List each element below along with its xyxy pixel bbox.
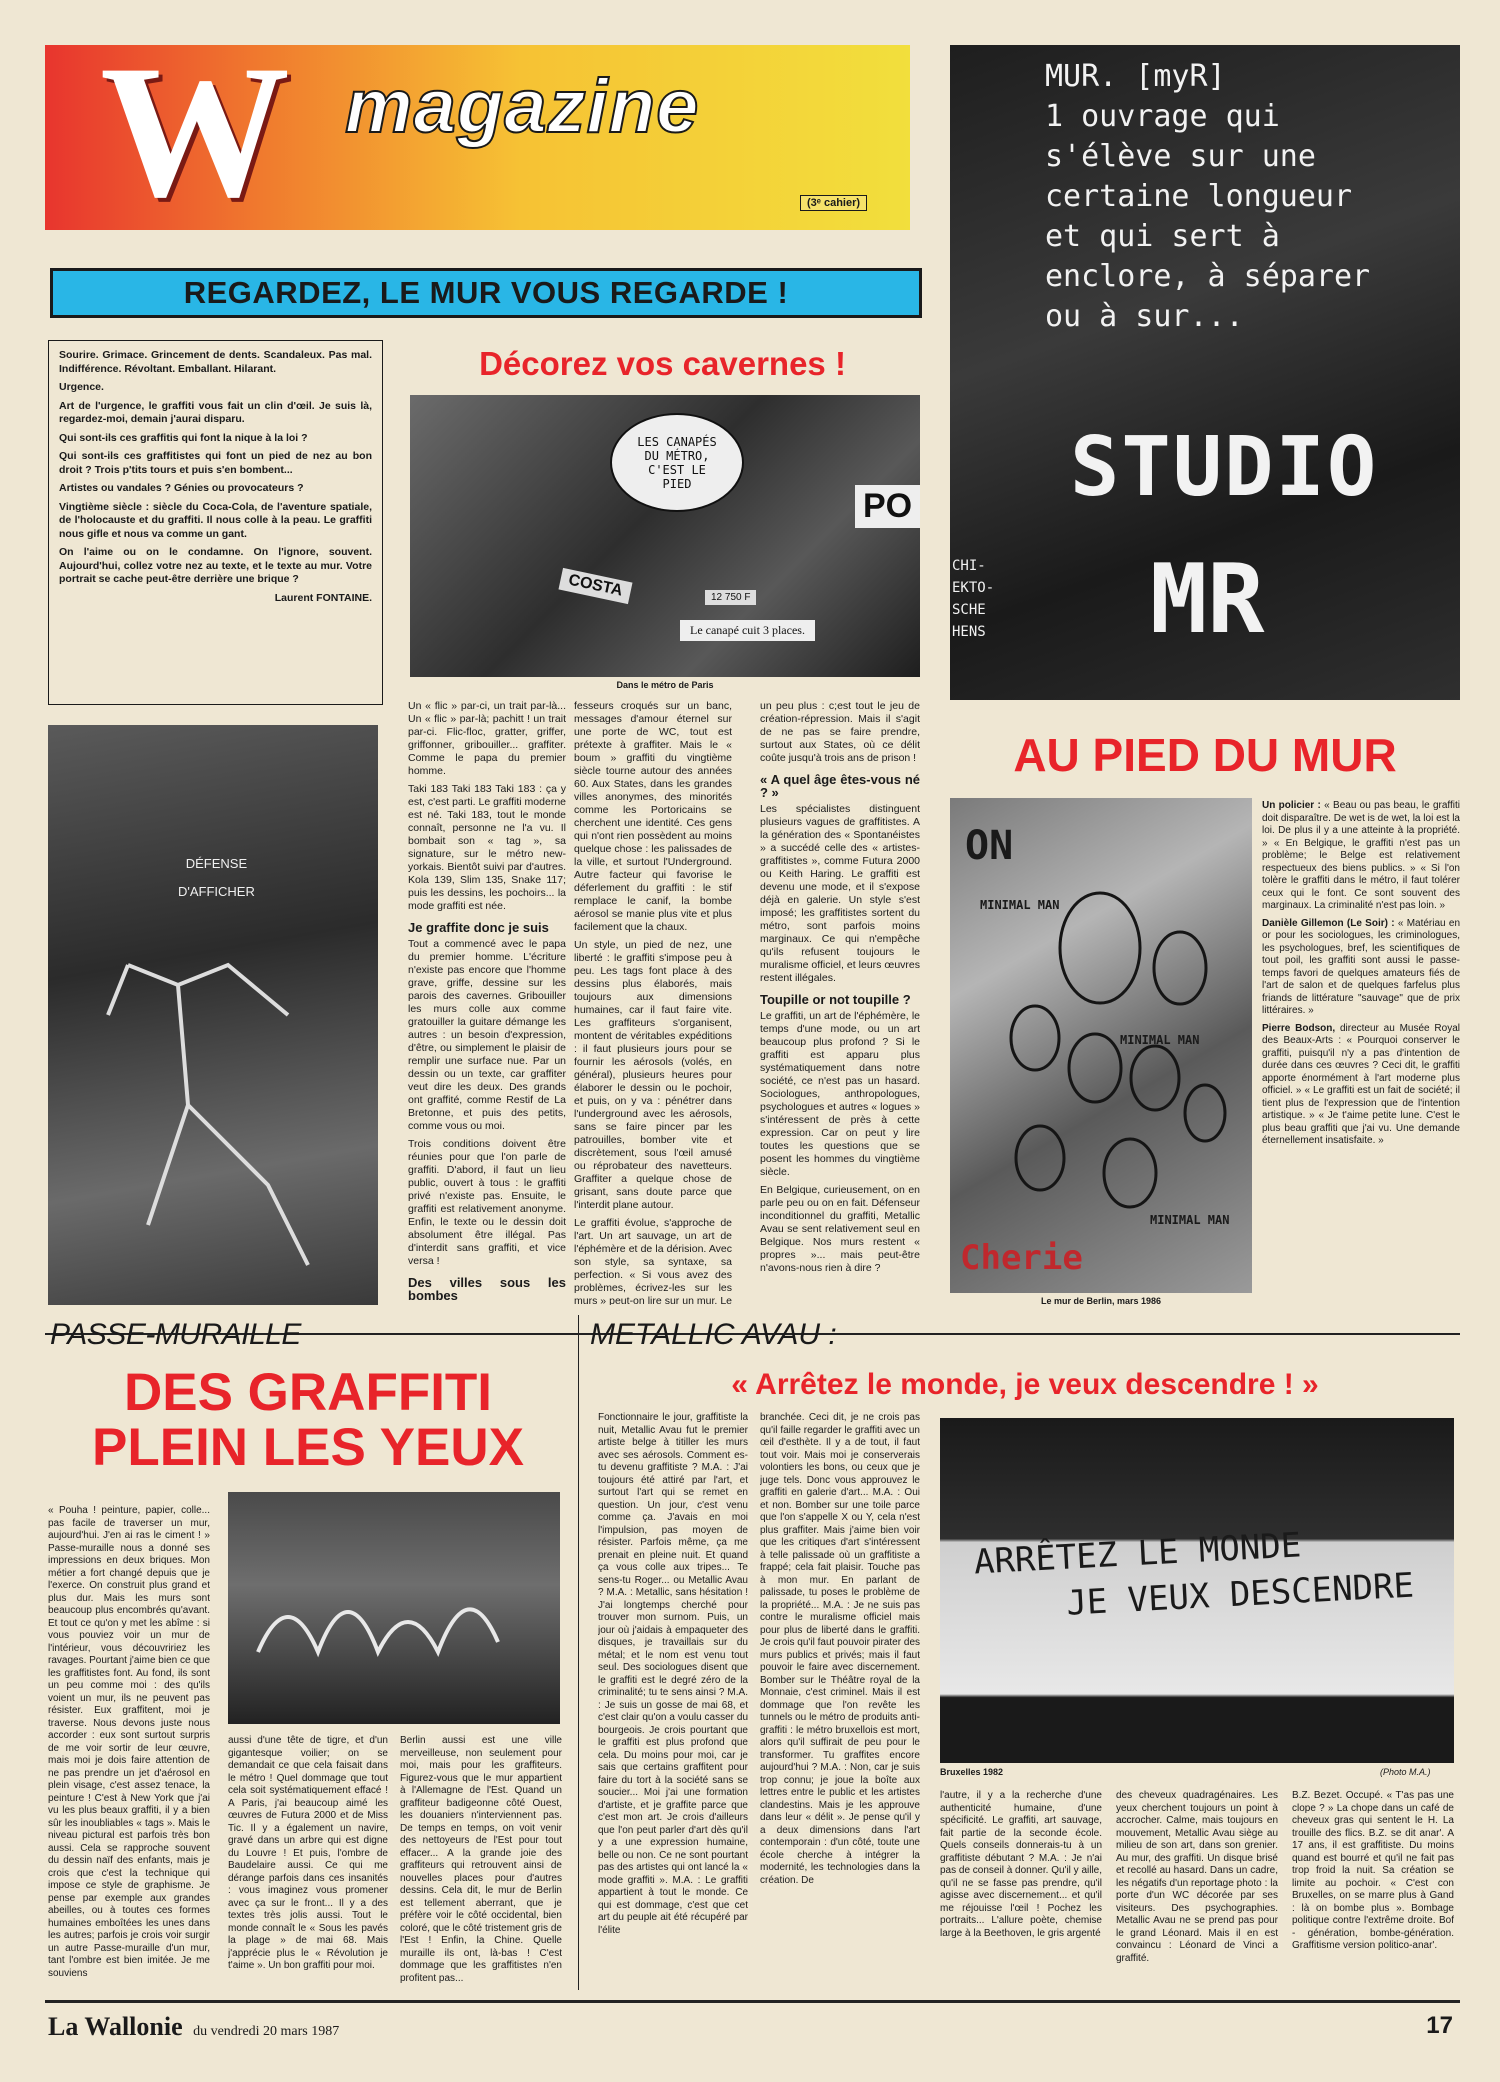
bubble-line: LES CANAPÉS xyxy=(637,434,717,449)
decorez-title: Décorez vos cavernes ! xyxy=(479,345,846,382)
article-col-3 xyxy=(760,700,920,1305)
article-paragraph: Un style, un pied de nez, une liberté : le graffiti s'impose peu à peu. Les tags font place à des dessins plus élaborés, mais toujours aux dimensions humaines, car il faut faire vite. Les graffiteurs s'organisent, montent de véritables expéditions : il faut plusieurs jours pour se fournir les aérosols (volés, en général), plusieurs heures pour élaborer le dessin ou le pochoir, et puis, on y va : pénétrer dans l'underground avec les aérosols, sans se faire pincer par les patrouilles, bomber vite et discrètement, sous l'œil amusé ou réprobateur des navetteurs. Graffiter a quelque chose de grisant, sans doute parce que l'interdit plane autour. xyxy=(574,939,732,1211)
mur-handwriting: certaine longueur xyxy=(1045,179,1353,214)
article-subhead: Je graffite donc je suis xyxy=(408,920,549,935)
photo-tag: ON xyxy=(965,823,1014,869)
side-text: SCHE xyxy=(952,602,986,618)
passe-photo xyxy=(228,1492,560,1724)
wall-graffiti: ARRÊTEZ LE MONDE xyxy=(973,1525,1303,1583)
defense-line: DÉFENSE xyxy=(185,856,248,871)
side-text: HENS xyxy=(952,624,986,640)
article-paragraph: Trois conditions doivent être réunies pour que l'on parle de graffiti. D'abord, il faut un lieu public, ouvert à tous : le graffiti privé n'existe pas. Ensuite, le graffiti est relativement anonyme. Enfin, le texte ou le dessin doit absolument être illégal. Pas d'interdit sans graffiti, et vice versa ! xyxy=(408,1138,566,1267)
article-subhead: « A quel âge êtes-vous né ? » xyxy=(760,772,920,800)
mr-graffiti: MR xyxy=(1150,545,1265,655)
quote-author: Danièle Gillemon (Le Soir) : xyxy=(1262,917,1395,929)
metallic-col-2: branchée. Ceci dit, je ne crois pas qu'il faille regarder le graffiti avec un œil d'esthète. Il y a de tout, il faut tout voir. Mais moi je conserverais volontiers les bons, ou ceux que je juge tels. Donc vous approuvez le graffiti en galerie d'art... M.A. : Oui et non. Bomber sur une toile parce que l'on s'appelle X ou Y, cela n'est plus graffiter. Mais j'aime bien voir que les critiques d'art s'intéressent à telle palissade où un graffitiste a frappé; cela fait plaisir. Touche pas à mon mur. En parlant de palissade, tu poses le problème de la propriété... M.A. : Je ne suis pas contre le muralisme officiel mais pour plus de liberté dans le graffiti. Je crois qu'il faut pouvoir pirater des murs publics et privés; mais il faut pouvoir le faire avec discernement. Bomber sur le Théâtre royal de la Monnaie, c'est criminel. Mais il est dommage que l'on revête les tunnels ou le métro de produits anti-graffiti : le métro bruxellois est mort, alors qu'il suffirait de peu pour le transformer. Tu graffites encore aujourd'hui ? M.A. : Non, car je suis trop connu; je joue la boîte aux lettres entre le public et les artistes clandestins. Mais je les approuve dans leur « délit ». Je pense qu'il y a deux dimensions dans l'art contemporain : d'un côté, toute une école cherche à intégrer la modernité, les technologies dans la création. De xyxy=(760,1412,920,1886)
column-divider xyxy=(578,1315,579,1990)
photo-tag: MINIMAL MAN xyxy=(980,898,1060,912)
mur-handwriting: MUR. [myR] xyxy=(1045,59,1226,94)
speech-bubble xyxy=(610,413,744,512)
article-paragraph: Le graffiti évolue, s'approche de l'art. Un art sauvage, un art de l'éphémère et de la dérision. Avec son style, sa syntaxe, sa perfection. « Si vous avez des problèmes, écrivez-les sur les murs » peut-on lire sur un mur. Le xyxy=(574,1217,732,1305)
photo-tag: Cherie xyxy=(960,1238,1083,1278)
masthead-title: magazine xyxy=(345,64,700,149)
masthead xyxy=(45,27,910,237)
intro-paragraph: Art de l'urgence, le graffiti vous fait un clin d'œil. Je suis là, regardez-moi, demain j'aurai disparu. xyxy=(59,399,372,425)
masthead-cahier: (3ᵉ cahier) xyxy=(800,195,867,211)
metallic-col-4: des cheveux quadragénaires. Les yeux cherchent toujours un point à accrocher. Calme, mais toujours en mouvement, Metallic Avau siège au milieu de son art, dans son grenier. Au mur, des graffiti. Un disque brisé et recollé au hasard. Dans un cadre, les négatifs d'un reportage photo : la porte d'un WC décorée par ses visiteurs. Des psychographies. Metallic Avau ne se prend pas pour le grand Léonard. Mais il en est convaincu : Léonard de Vinci a graffité. xyxy=(1116,1790,1278,1964)
page-headline-text: REGARDEZ, LE MUR VOUS REGARDE ! xyxy=(183,275,789,310)
mur-handwriting: 1 ouvrage qui xyxy=(1045,99,1280,134)
intro-paragraph: Vingtième siècle : siècle du Coca-Cola, de l'aventure spatiale, de l'holocauste et du graffiti. Il nous colle à la peau. Le graffiti nous gifle et nous va comme un gant. xyxy=(59,500,372,540)
bees-drawing xyxy=(248,1542,548,1692)
mur-handwriting: et qui sert à xyxy=(1045,219,1280,254)
defense-sign xyxy=(178,850,255,906)
passe-title-1: DES GRAFFITI xyxy=(123,1363,493,1422)
defense-line: D'AFFICHER xyxy=(178,884,255,899)
article-subhead: Toupille or not toupille ? xyxy=(760,992,911,1007)
intro-author: Laurent FONTAINE. xyxy=(274,591,372,604)
footer-rule xyxy=(45,2000,1460,2003)
quote-text: « Matériau en or pour les sociologues, les criminologues, les psychologues, bref, les scientifiques de tout poil, les graffiti sont aussi le passe-temps favori de quelques amateurs fiés de l'art de salon et de quelques farfelus plus friands de littérature "sauvage" que de prix littéraires. » xyxy=(1262,917,1460,1016)
metro-caption: Dans le métro de Paris xyxy=(616,680,714,690)
passe-col-3: Berlin aussi est une ville merveilleuse, non seulement pour moi, mais pour les graffiteurs. Figurez-vous que le mur appartient à l'Allemagne de l'Est. Quand un graffiteur badigeonne côté Ouest, les douaniers n'interviennent pas. De temps en temps, on voit venir des nettoyeurs de l'Est pour tout effacer... A la grande joie des graffiteurs qui retrouvent ainsi de nouvelles places pour d'autres dessins. Cela dit, le mur de Berlin est tellement aberrant, que je préfère voir le côté occidental, bien coloré, que le côté tristement gris de l'Est ! Enfin, la Chine. Quelle muraille ils ont, là-bas ! C'est dommage que les graffitistes n'en profitent pas... xyxy=(400,1735,562,1984)
intro-paragraph: Urgence. xyxy=(59,381,104,393)
intro-paragraph: Artistes ou vandales ? Génies ou provocateurs ? xyxy=(59,482,304,494)
berlin-caption: Le mur de Berlin, mars 1986 xyxy=(1040,1296,1162,1306)
page-headline xyxy=(50,268,922,318)
intro-paragraph: Sourire. Grimace. Grincement de dents. Scandaleux. Pas mal. Indifférence. Révoltant. Emballant. Hilarant. xyxy=(59,349,372,375)
footer-paper: La Wallonie xyxy=(48,2012,183,2041)
passe-col-1: « Pouha ! peinture, papier, colle... pas facile de traverser un mur, aujourd'hui. J'en ai ras le ciment ! » Passe-muraille nous a donné ses impressions en deux briques. Mon métier a fort changé depuis que je l'exerce. On construit plus grand et plus dur. Mais les murs sont beaucoup plus encombrés qu'avant. Et tout ce qu'on y met les abîme : si vous pouviez voir un mur de l'intérieur, vous découvririez les ravages. Pourtant j'aime bien ce que les graffitistes font. Au fond, ils sont un peu comme moi : des qu'ils voient un mur, ils ne peuvent pas résister. Eux graffitent, moi je traverse. Nous devons juste nous accorder : eux sont surtout surpris de me voir sortir de leur œuvre, mais moi je dois faire attention de ne pas prendre un jet d'aérosol en plein visage, c'est assez tenace, la peinture ! C'est à New York que j'ai vu les plus beaux graffiti, il y a bien sûr les inoubliables « tags ». Mais le niveau pictural est parfois très bon aussi. Cela se rapproche souvent du dessin naïf des enfants, mais je crois que c'est la technique qui impose ce style de graphisme. Je pense par exemple aux grandes abeilles, ou à toutes ces formes humaines emboîtées les unes dans les autres; parfois je crois voir surgir un autre Passe-muraille d'un mur, tant l'ombre est bien imitée. Je me souviens xyxy=(48,1505,210,1979)
metro-photo xyxy=(410,395,920,677)
metallic-photo xyxy=(940,1418,1454,1763)
side-text: EKTO- xyxy=(952,580,995,596)
article-paragraph: Tout a commencé avec le papa du premier homme. L'écriture n'existe pas encore que l'homme grave, griffe, dessine sur les parois des cavernes. Gribouiller les murs colle aux comme gratouiller la guitare démange les autres : un besoin d'expression, d'être, ou simplement le plaisir de remplir une surface nue. Par un dessin ou un texte, car graffiter veut dire les deux. Des grands ont graffité, comme Restif de La Bretonne, et puis des petits, comme vous ou moi. xyxy=(408,938,566,1132)
article-col-2 xyxy=(574,700,732,1305)
price-note: Le canapé cuit 3 places. xyxy=(680,620,815,641)
mur-handwriting: s'élève sur une xyxy=(1045,139,1316,174)
berlin-photo xyxy=(950,798,1252,1293)
defense-photo xyxy=(48,725,378,1305)
photo-tag: MINIMAL MAN xyxy=(1150,1213,1230,1227)
article-paragraph: Le graffiti, un art de l'éphémère, le temps d'une mode, ou un art beaucoup plus profond ? Si le graffiti est apparu plus systématiquement dans notre société, ce n'est pas un hasard. Sociologues, anthropologues, psychologues et autres « logues » s'intéressent de près à cette expression. Car on peut y lire toutes les questions que se posent les hommes du vingtième siècle. xyxy=(760,1010,920,1178)
pied-title: AU PIED DU MUR xyxy=(1013,729,1397,781)
photo-tag: MINIMAL MAN xyxy=(1120,1033,1200,1047)
intro-paragraph: Qui sont-ils ces graffitistes qui font un pied de nez au bon droit ? Trois p'tits tours et puis s'en bombent... xyxy=(59,450,372,476)
bubble-line: C'EST LE xyxy=(648,462,706,477)
metallic-col-1: Fonctionnaire le jour, graffitiste la nuit, Metallic Avau fut le premier artiste belge à titiller les murs avec ses aérosols. Comment es-tu devenu graffitiste ? M.A. : J'ai toujours été attiré par l'art, et surtout l'art qui se remet en question. Un jour, c'est venu comme ça. J'avais en moi l'impulsion, pas moyen de résister. Parfois même, ça me prenait en pleine nuit. Et quand ça vous colle aux tripes... Te sens-tu Roger... ou Metallic Avau ? M.A. : Metallic, sans hésitation ! J'ai longtemps cherché pour trouver mon surnom. Puis, un jour où j'aidais à empaqueter des disques, je travaillais sur du métal; et le nom est venu tout seul. Des sociologues disent que le graffiti est le degré zéro de la criminalité; tu te sens ainsi ? M.A. : Je suis un gosse de mai 68, et c'est clair qu'on a voulu casser du bourgeois. Je crois pourtant que le graffiti est plus profond que cela. Du moins pour moi, car je sais que certains graffitent pour faire du tort à la société sans se soucier... Moi j'ai une formation d'artiste, et je graffite parce que c'est mon art. Je crois d'ailleurs que l'on peut parler d'art dès qu'il y a une expression humaine, belle ou non. Ce ne sont pourtant pas des artistes qui ont lancé la « mode graffiti ». M.A. : Le graffiti appartient à tout le monde. Ce qui est dommage, c'est que cet art du peuple ait été récupéré par l'élite xyxy=(598,1412,748,1936)
price-tag: 12 750 F xyxy=(705,590,756,605)
metallic-kicker: METALLIC AVAU : xyxy=(590,1318,837,1351)
mur-handwriting: enclore, à séparer xyxy=(1045,259,1371,294)
intro-paragraph: Qui sont-ils ces graffitis qui font la nique à la loi ? xyxy=(59,431,308,444)
intro-box xyxy=(48,340,383,705)
article-paragraph: Les spécialistes distinguent plusieurs vagues de graffitistes. A la génération des « Spontanéistes » a succédé celle des « artistes-graffitistes », comme Futura 2000 ou Keith Haring. Le graffiti est devenu une mode, et il s'expose déjà en galerie. Un style s'est imposé; les graffitistes sortent du métro, sont parfois moins marginaux. Ce qui n'empêche qu'ils refusent toujours le muralisme officiel, et leurs œuvres restent illégales. xyxy=(760,803,920,984)
article-subhead: Des villes sous les bombes xyxy=(408,1275,566,1303)
pied-quotes xyxy=(1262,800,1460,1300)
passe-kicker: PASSE-MURAILLE xyxy=(50,1318,301,1351)
article-col-1 xyxy=(408,700,566,1305)
quote-author: Un policier : xyxy=(1262,800,1321,811)
faces-drawing xyxy=(990,878,1230,1218)
quote-text: directeur au Musée Royal des Beaux-Arts : « Pourquoi conserver le graffiti, puisqu'il n'y a pas d'intention de durée dans ces œuvres ? Ceci dit, le graffiti apporte énormément à l'art moderne plus officiel. » « Le graffiti est un fait de société; il tient plus de l'expression que de l'intention artistique. » « Je t'aime petite lune. C'est le plus beau graffiti que j'ai vu. Une demande éternellement insatisfaite. » xyxy=(1262,1022,1460,1146)
passe-title-2: PLEIN LES YEUX xyxy=(92,1418,524,1477)
article-paragraph: Un « flic » par-ci, un trait par-là... Un « flic » par-là; pachitt ! un trait par-ci. Flic-floc, gratter, griffer, griffonner, gribouiller... graffiter. Comme le papa du premier homme. xyxy=(408,700,566,777)
footer-date: du vendredi 20 mars 1987 xyxy=(193,2024,340,2039)
poster-label: PO xyxy=(855,485,920,528)
quote-author: Pierre Bodson, xyxy=(1262,1022,1336,1034)
article-paragraph: En Belgique, curieusement, on en parle peu ou on en fait. Défenseur inconditionnel du graffiti, Metallic Avau se sent relativement seul en Belgique. Nos murs restent « propres »... mais peut-être n'avons-nous rien à dire ? xyxy=(760,1184,920,1274)
mur-photo xyxy=(950,45,1460,700)
metallic-col-5: B.Z. Bezet. Occupé. « T'as pas une clope ? » La chope dans un café de cheveux gras qui sentent le H. La trouille des flics. B.Z. se dit anar'. A 17 ans, il est graffitiste. Du moins quand est bourré et qu'il ne fait pas trop froid la nuit. Sa création se limite au pochoir. « C'est con Bruxelles, on se marre plus à Gand : là on bombe plus ». Bombage politique contre l'extrême droite. Bof - génération, bombe-génération. Graffitisme version politico-anar'. xyxy=(1292,1790,1454,1951)
article-paragraph: un peu plus : c;est tout le jeu de création-répression. Mais il s'agit de ne pas se faire prendre, surtout aux States, où ce délit coûte jusqu'à trois ans de prison ! xyxy=(760,700,920,764)
footer-page: 17 xyxy=(1426,2012,1453,2039)
metallic-caption-right: (Photo M.A.) xyxy=(1380,1767,1431,1777)
metallic-title: « Arrêtez le monde, je veux descendre ! » xyxy=(731,1368,1319,1401)
mur-handwriting: ou à sur... xyxy=(1045,299,1244,334)
figure-drawing xyxy=(88,925,348,1285)
bubble-line: DU MÉTRO, xyxy=(644,448,710,463)
metallic-caption-left: Bruxelles 1982 xyxy=(940,1767,1004,1777)
intro-paragraph: On l'aime ou on le condamne. On l'ignore, souvent. Aujourd'hui, collez votre nez au texte, et le texte au mur. Votre portrait se cache peut-être derrière une brique ? xyxy=(59,546,372,585)
bubble-line: PIED xyxy=(662,476,692,491)
article-paragraph: fesseurs croqués sur un banc, messages d'amour éternel sur une porte de WC, tout est prétexte à graffiter. Mais le « boum » graffiti du vingtième siècle tourne autour des années 60. Aux States, dans les grandes villes anonymes, des minorités comme les Portoricains se cherchent une identité. Ces gens qui n'ont rien possèdent au moins quelque chose : les palissades de la ville, et surtout l'Underground. Autre facteur qui favorise le déferlement du graffiti : le stif remplace le canif, la bombe aérosol se manie plus vite et plus facilement que la chaux. xyxy=(574,700,732,933)
article-paragraph: Taki 183 Taki 183 Taki 183 : ça y est, c'est parti. Le graffiti moderne est né. Taki 183, tout le monde connaît, personne ne l'a vu. Il bombait son « tag », sa signature, sur le métro new-yorkais. Bientôt suivi par d'autres. Kola 139, Slim 135, Snake 117; puis les dessins, les pochoirs... la mode graffiti est née. xyxy=(408,783,566,912)
studio-graffiti: STUDIO xyxy=(1070,420,1379,515)
quote-text: « Beau ou pas beau, le graffiti doit disparaître. De wet is de wet, la loi est la loi. De plus il y a une atteinte à la propriété. » « En Belgique, le graffiti n'est pas un problème; le Belge est relativement respectueux des biens publics. » « Si l'on tolère le graffiti dans le métro, il faut tolérer ceux qui le font. Ce sont souvent des marginaux. La criminalité n'est pas loin. » xyxy=(1262,800,1460,911)
costa-label: COSTA xyxy=(558,568,632,604)
masthead-w-letter: W xyxy=(100,27,290,237)
metallic-col-3: l'autre, il y a la recherche d'une authenticité humaine, d'une spécificité. Le graffiti, art sauvage, fait partie de la seconde école. Quels conseils donnerais-tu à un graffitiste débutant ? M.A. : Je n'ai pas de conseil à donner. Qu'il y aille, qu'il ne se fasse pas prendre, qu'il agisse avec discernement... et qu'il me réjouisse l'œil ! Pochez les portraits... L'allure poète, chemise large à la Beethoven, le gris argenté xyxy=(940,1790,1102,1939)
wall-graffiti: JE VEUX DESCENDRE xyxy=(1065,1565,1415,1624)
passe-col-2: aussi d'une tête de tigre, et d'un gigantesque voilier; on se demandait ce que cela faisait dans le métro ! Quel dommage que tout cela soit systématiquement effacé ! A Paris, j'ai beaucoup aimé les œuvres de Futura 2000 et de Miss Tic. Il y a également un navire, gravé dans un arbre qui est digne du Louvre ! Et puis, l'ombre de Baudelaire aussi. Ce qui me dérange parfois dans ces insanités : vous imaginez vous promener avec ça sur le front... Il y a des textes très jolis aussi. Tout le monde connaît le « Sous les pavés la plage » de mai 68. Mais j'apprécie plus le « Révolution je t'aime ». Un bon graffiti pour moi. xyxy=(228,1735,388,1971)
side-text: CHI- xyxy=(952,558,986,574)
footer xyxy=(48,2012,1458,2052)
